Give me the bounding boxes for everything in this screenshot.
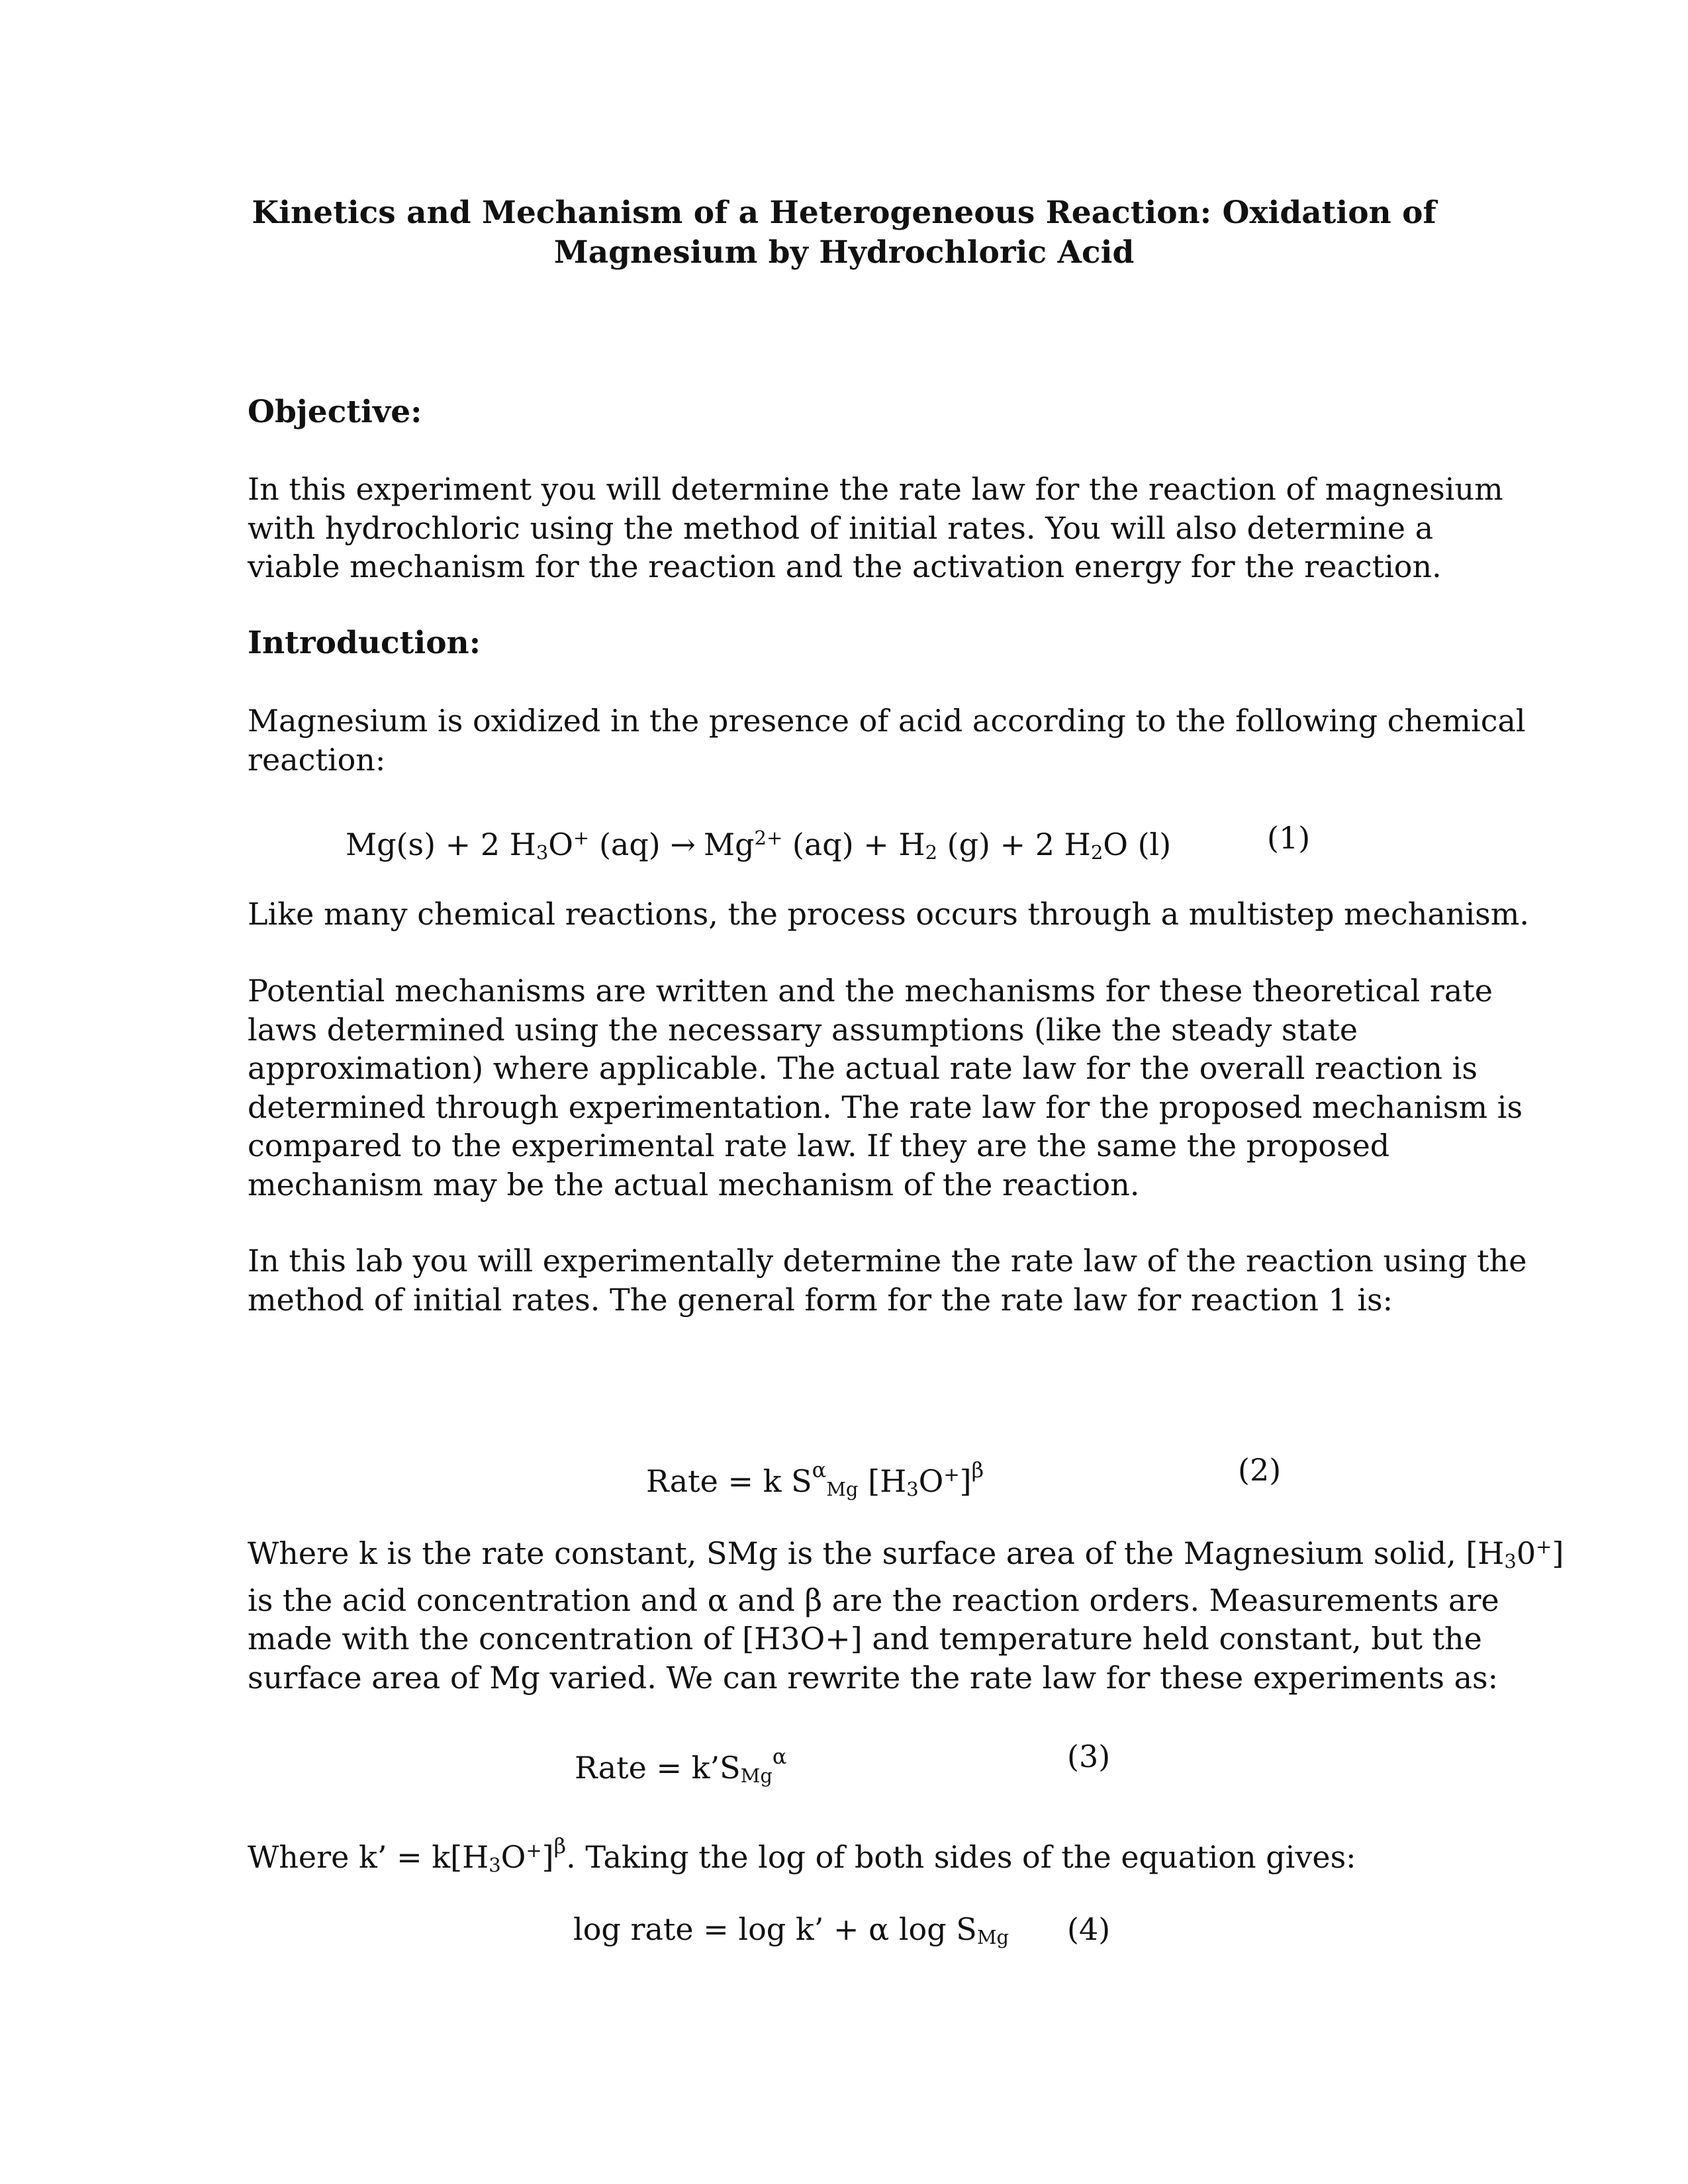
where-line: is the acid concentration and α and β are the reaction orders. Measurements are	[248, 1582, 1499, 1618]
lab-line: method of initial rates. The general form for the rate law for reaction 1 is:	[248, 1281, 1393, 1318]
where-line: made with the concentration of [H3O+] and temperature held constant, but the	[248, 1621, 1482, 1657]
multistep-line: Like many chemical reactions, the process occurs through a multistep mechanism.	[248, 896, 1529, 932]
intro-line: Magnesium is oxidized in the presence of acid according to the following chemical	[248, 703, 1526, 739]
mechanism-line: Potential mechanisms are written and the mechanisms for these theoretical rate	[248, 973, 1493, 1009]
where-line: Where k is the rate constant, SMg is the surface area of the Magnesium solid, $[H_30^+]$	[248, 1535, 1564, 1572]
where-paragraph	[248, 1527, 1564, 1697]
equation-1-lhs: Mg(s) + 2 $H_3O^+$ (aq) →	[346, 827, 696, 864]
introduction-heading: Introduction:	[248, 625, 481, 661]
equation-2: Rate = k $S^\alpha_{Mg}$ $[H_3O^+]^\beta$	[646, 1457, 984, 1500]
objective-heading: Objective:	[248, 394, 422, 430]
mechanism-line: determined through experimentation. The rate law for the proposed mechanism is	[248, 1089, 1523, 1125]
title-line-2: Magnesium by Hydrochloric Acid	[553, 234, 1135, 271]
equation-3: Rate = $k’S_{Mg}^\alpha$	[575, 1744, 787, 1787]
objective-line: viable mechanism for the reaction and the activation energy for the reaction.	[248, 549, 1442, 584]
intro-paragraph	[248, 702, 1526, 779]
mechanism-line: mechanism may be the actual mechanism of the reaction.	[248, 1166, 1140, 1203]
title-line-1: Kinetics and Mechanism of a Heterogeneous Reaction: Oxidation of	[252, 195, 1436, 231]
lab-line: In this lab you will experimentally determine the rate law of the reaction using the	[248, 1243, 1527, 1279]
equation-4-number: (4)	[1067, 1911, 1111, 1947]
kprime-line: Where k’ = $k[H_3O^+]^\beta$. Taking the log of both sides of the equation gives:	[248, 1833, 1356, 1876]
document-title	[245, 193, 1443, 273]
objective-line: with hydrochloric using the method of initial rates. You will also determine a	[248, 510, 1434, 546]
mechanism-line: compared to the experimental rate law. If they are the same the proposed	[248, 1128, 1390, 1163]
multistep-paragraph	[248, 895, 1529, 934]
equation-4: log rate = log k’ + α $\log S_{Mg}$	[573, 1911, 1009, 1948]
lab-paragraph	[248, 1242, 1527, 1319]
intro-line: reaction:	[248, 741, 386, 778]
mechanism-line: approximation) where applicable. The actual rate law for the overall reaction is	[248, 1050, 1477, 1086]
objective-line: In this experiment you will determine the rate law for the reaction of magnesium	[248, 471, 1503, 507]
where-line: surface area of Mg varied. We can rewrite the rate law for these experiments as:	[248, 1659, 1499, 1696]
mechanism-line: laws determined using the necessary assumptions (like the steady state	[248, 1011, 1358, 1048]
equation-2-number: (2)	[1238, 1452, 1282, 1488]
equation-1-number: (1)	[1267, 820, 1311, 856]
mechanism-paragraph	[248, 972, 1523, 1204]
kprime-paragraph	[248, 1827, 1426, 1885]
equation-1-rhs: $Mg^{2+}$ $(aq) + H_2$ (g) + 2 $H_2O$ (l)	[704, 827, 1172, 864]
objective-paragraph	[248, 470, 1503, 586]
equation-3-number: (3)	[1067, 1739, 1111, 1774]
